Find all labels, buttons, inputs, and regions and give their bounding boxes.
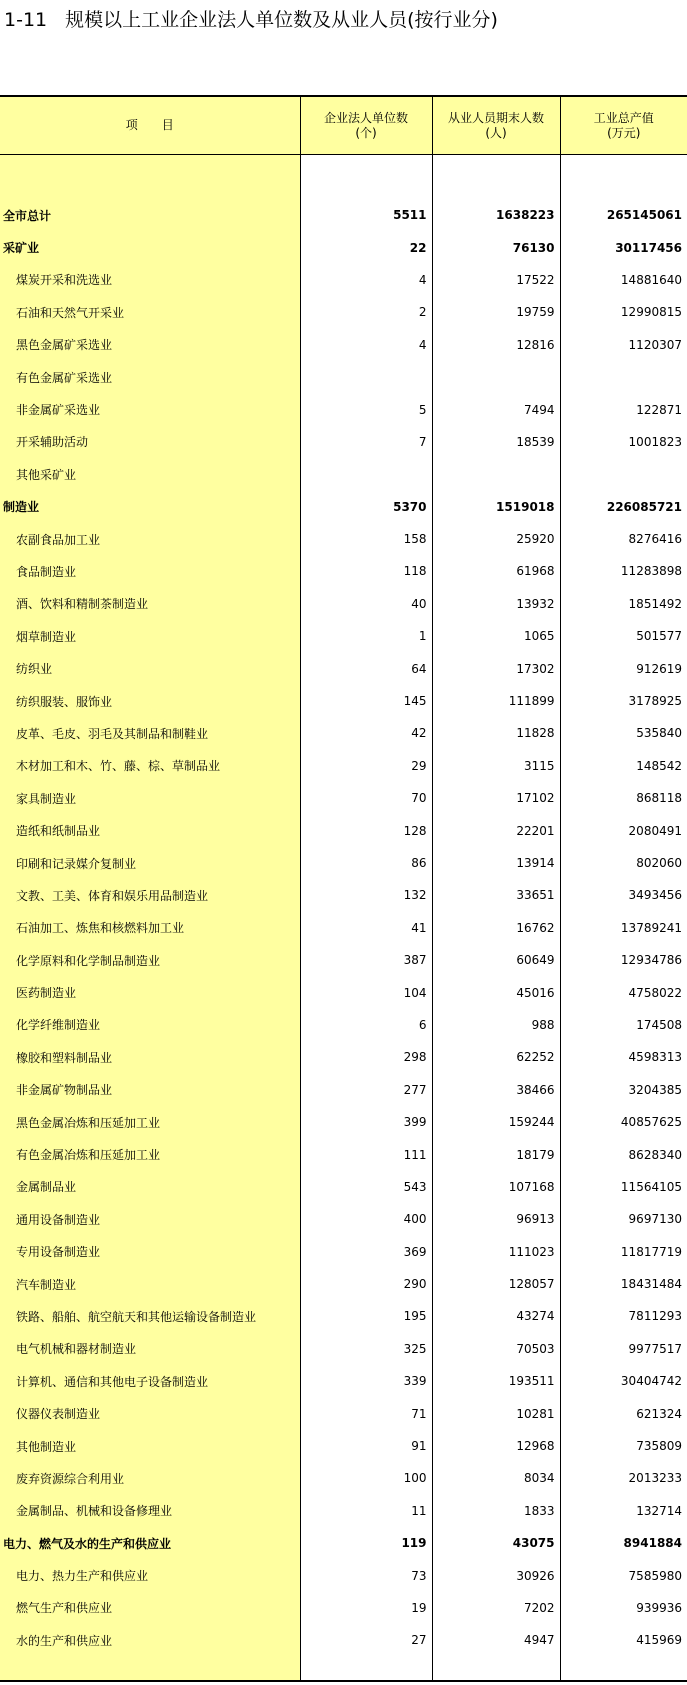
legal-units-cell: 22	[300, 231, 432, 263]
legal-units-cell: 70	[300, 782, 432, 814]
table-row-category	[0, 491, 687, 523]
table-row	[0, 717, 687, 749]
output-value-cell: 30404742	[620, 1374, 682, 1389]
employees-cell: 61968	[432, 555, 560, 587]
employees-cell: 62252	[432, 1041, 560, 1073]
industry-name-cell: 电力、燃气及水的生产和供应业	[0, 1527, 300, 1559]
table-row-category	[0, 231, 687, 263]
legal-units-cell: 399	[300, 1106, 432, 1138]
spacer-cell	[300, 1657, 432, 1681]
output-value-cell: 939936	[636, 1600, 682, 1615]
output-value-cell: 174508	[636, 1017, 682, 1032]
industry-name-cell: 木材加工和木、竹、藤、棕、草制品业	[0, 750, 300, 782]
table-row	[0, 296, 687, 328]
table-row	[0, 685, 687, 717]
output-value-cell: 8276416	[628, 532, 682, 547]
table-row	[0, 620, 687, 652]
column-header-label: 从业人员期末人数	[447, 110, 544, 125]
industry-name-cell: 汽车制造业	[0, 1268, 300, 1300]
industry-name-cell: 酒、饮料和精制茶制造业	[0, 588, 300, 620]
legal-units-cell: 290	[300, 1268, 432, 1300]
legal-units-cell: 128	[300, 814, 432, 846]
industry-name-cell: 烟草制造业	[0, 620, 300, 652]
industry-name-cell: 食品制造业	[0, 555, 300, 587]
employees-cell: 16762	[432, 912, 560, 944]
output-value-cell: 132714	[636, 1503, 682, 1518]
industry-name-cell: 医药制造业	[0, 976, 300, 1008]
legal-units-cell	[300, 458, 432, 490]
legal-units-cell: 73	[300, 1559, 432, 1591]
industry-name-cell: 非金属矿物制品业	[0, 1074, 300, 1106]
output-value-cell: 12934786	[620, 953, 682, 968]
output-value-cell: 7585980	[628, 1568, 682, 1583]
table-header-row	[0, 96, 687, 155]
output-value-cell: 3178925	[628, 694, 682, 709]
output-value-cell: 912619	[636, 661, 682, 676]
output-value-cell: 11564105	[620, 1179, 682, 1194]
legal-units-cell: 339	[300, 1365, 432, 1397]
employees-cell	[432, 361, 560, 393]
employees-cell: 128057	[432, 1268, 560, 1300]
industry-name-cell: 石油和天然气开采业	[0, 296, 300, 328]
employees-cell: 193511	[432, 1365, 560, 1397]
output-value-cell: 11817719	[620, 1244, 682, 1259]
legal-units-cell: 100	[300, 1462, 432, 1494]
legal-units-cell: 11	[300, 1495, 432, 1527]
legal-units-cell: 4	[300, 329, 432, 361]
legal-units-cell: 145	[300, 685, 432, 717]
output-value-cell: 7811293	[628, 1309, 682, 1324]
employees-cell: 10281	[432, 1397, 560, 1429]
output-value-cell: 8941884	[623, 1536, 682, 1551]
table-row	[0, 1041, 687, 1073]
employees-cell: 12968	[432, 1430, 560, 1462]
table-row	[0, 1300, 687, 1332]
industry-name-cell: 金属制品业	[0, 1171, 300, 1203]
industry-name-cell: 非金属矿采选业	[0, 393, 300, 425]
industry-name-cell: 开采辅助活动	[0, 426, 300, 458]
output-value-cell: 14881640	[620, 272, 682, 287]
legal-units-cell: 118	[300, 555, 432, 587]
industry-name-cell: 纺织业	[0, 652, 300, 684]
employees-cell: 25920	[432, 523, 560, 555]
output-value-cell: 1001823	[628, 434, 682, 449]
employees-cell: 30926	[432, 1559, 560, 1591]
output-value-cell: 13789241	[620, 920, 682, 935]
legal-units-cell: 27	[300, 1624, 432, 1656]
employees-cell: 76130	[432, 231, 560, 263]
table-row	[0, 1397, 687, 1429]
employees-cell: 1638223	[432, 199, 560, 231]
employees-cell: 8034	[432, 1462, 560, 1494]
industry-name-cell: 金属制品、机械和设备修理业	[0, 1495, 300, 1527]
output-value-cell: 621324	[636, 1406, 682, 1421]
industry-name-cell: 石油加工、炼焦和核燃料加工业	[0, 912, 300, 944]
spacer-cell	[432, 155, 560, 200]
legal-units-cell: 86	[300, 847, 432, 879]
employees-cell: 45016	[432, 976, 560, 1008]
table-row	[0, 1333, 687, 1365]
table-row	[0, 1009, 687, 1041]
legal-units-cell: 64	[300, 652, 432, 684]
legal-units-cell: 40	[300, 588, 432, 620]
spacer-cell	[0, 1657, 300, 1681]
output-value-cell: 9697130	[628, 1212, 682, 1227]
legal-units-cell	[300, 361, 432, 393]
legal-units-cell: 543	[300, 1171, 432, 1203]
spacer-cell	[0, 155, 300, 200]
employees-cell: 70503	[432, 1333, 560, 1365]
employees-cell: 33651	[432, 879, 560, 911]
employees-cell: 11828	[432, 717, 560, 749]
employees-cell: 7202	[432, 1592, 560, 1624]
legal-units-cell: 5511	[300, 199, 432, 231]
employees-cell: 159244	[432, 1106, 560, 1138]
legal-units-cell: 29	[300, 750, 432, 782]
legal-units-cell: 5	[300, 393, 432, 425]
output-value-cell: 265145061	[606, 208, 682, 223]
output-value-cell: 3204385	[628, 1082, 682, 1097]
output-value-cell: 415969	[636, 1633, 682, 1648]
output-value-cell: 40857625	[620, 1115, 682, 1130]
table-row	[0, 1495, 687, 1527]
legal-units-cell: 42	[300, 717, 432, 749]
spacer-cell	[432, 1657, 560, 1681]
industry-name-cell: 电力、热力生产和供应业	[0, 1559, 300, 1591]
industry-name-cell: 电气机械和器材制造业	[0, 1333, 300, 1365]
industry-name-cell: 专用设备制造业	[0, 1236, 300, 1268]
table-row	[0, 1171, 687, 1203]
column-header-units	[300, 96, 432, 155]
legal-units-cell: 132	[300, 879, 432, 911]
legal-units-cell: 119	[300, 1527, 432, 1559]
employees-cell: 111899	[432, 685, 560, 717]
output-value-cell: 8628340	[628, 1147, 682, 1162]
legal-units-cell: 19	[300, 1592, 432, 1624]
output-value-cell: 3493456	[628, 888, 682, 903]
industry-name-cell: 造纸和纸制品业	[0, 814, 300, 846]
output-value-cell: 1851492	[628, 596, 682, 611]
table-row	[0, 264, 687, 296]
table-spacer-row	[0, 155, 687, 200]
output-value-cell: 148542	[636, 758, 682, 773]
output-value-cell: 30117456	[615, 240, 682, 255]
output-value-cell: 868118	[636, 791, 682, 806]
industry-name-cell: 燃气生产和供应业	[0, 1592, 300, 1624]
table-row	[0, 847, 687, 879]
table-row	[0, 1624, 687, 1656]
employees-cell: 17102	[432, 782, 560, 814]
employees-cell: 12816	[432, 329, 560, 361]
employees-cell: 7494	[432, 393, 560, 425]
table-row	[0, 555, 687, 587]
table-row	[0, 361, 687, 393]
output-value-cell: 501577	[636, 629, 682, 644]
table-row	[0, 458, 687, 490]
spacer-cell	[300, 155, 432, 200]
employees-cell: 17302	[432, 652, 560, 684]
legal-units-cell: 277	[300, 1074, 432, 1106]
legal-units-cell: 91	[300, 1430, 432, 1462]
industry-name-cell: 皮革、毛皮、羽毛及其制品和制鞋业	[0, 717, 300, 749]
legal-units-cell: 298	[300, 1041, 432, 1073]
table-row	[0, 814, 687, 846]
table-row	[0, 1236, 687, 1268]
column-header-unit: (人)	[485, 125, 507, 140]
industry-name-cell: 家具制造业	[0, 782, 300, 814]
table-row	[0, 1106, 687, 1138]
employees-cell: 18539	[432, 426, 560, 458]
industry-name-cell: 铁路、船舶、航空航天和其他运输设备制造业	[0, 1300, 300, 1332]
legal-units-cell: 325	[300, 1333, 432, 1365]
employees-cell: 3115	[432, 750, 560, 782]
employees-cell: 4947	[432, 1624, 560, 1656]
output-value-cell: 11283898	[620, 564, 682, 579]
industry-name-cell: 通用设备制造业	[0, 1203, 300, 1235]
industry-name-cell: 有色金属矿采选业	[0, 361, 300, 393]
industry-name-cell: 黑色金属矿采选业	[0, 329, 300, 361]
table-end-row	[0, 1657, 687, 1681]
employees-cell: 1065	[432, 620, 560, 652]
table-row	[0, 393, 687, 425]
industry-name-cell: 化学纤维制造业	[0, 1009, 300, 1041]
industry-name-cell: 化学原料和化学制品制造业	[0, 944, 300, 976]
table-row-category	[0, 199, 687, 231]
industry-name-cell: 采矿业	[0, 231, 300, 263]
employees-cell: 43075	[432, 1527, 560, 1559]
column-header-unit: (个)	[355, 125, 377, 140]
industry-name-cell: 文教、工美、体育和娱乐用品制造业	[0, 879, 300, 911]
table-row	[0, 523, 687, 555]
employees-cell: 13914	[432, 847, 560, 879]
legal-units-cell: 41	[300, 912, 432, 944]
employees-cell	[432, 458, 560, 490]
output-value-cell: 2080491	[628, 823, 682, 838]
column-header-output	[560, 96, 687, 155]
table-row	[0, 1559, 687, 1591]
legal-units-cell: 1	[300, 620, 432, 652]
legal-units-cell: 158	[300, 523, 432, 555]
table-row	[0, 1462, 687, 1494]
output-value-cell: 12990815	[620, 305, 682, 320]
employees-cell: 19759	[432, 296, 560, 328]
output-value-cell	[560, 361, 687, 393]
industry-name-cell: 废弃资源综合利用业	[0, 1462, 300, 1494]
column-header-employees	[432, 96, 560, 155]
output-value-cell: 735809	[636, 1439, 682, 1454]
legal-units-cell: 400	[300, 1203, 432, 1235]
employees-cell: 96913	[432, 1203, 560, 1235]
industry-statistics-table	[0, 95, 687, 1682]
output-value-cell: 9977517	[628, 1341, 682, 1356]
industry-name-cell: 有色金属冶炼和压延加工业	[0, 1138, 300, 1170]
industry-name-cell: 仪器仪表制造业	[0, 1397, 300, 1429]
legal-units-cell: 6	[300, 1009, 432, 1041]
table-title: 规模以上工业企业法人单位数及从业人员(按行业分)	[65, 9, 498, 31]
table-row	[0, 1074, 687, 1106]
employees-cell: 22201	[432, 814, 560, 846]
legal-units-cell: 7	[300, 426, 432, 458]
table-row	[0, 426, 687, 458]
output-value-cell: 18431484	[620, 1277, 682, 1292]
employees-cell: 38466	[432, 1074, 560, 1106]
industry-name-cell: 全市总计	[0, 199, 300, 231]
industry-name-cell: 其他采矿业	[0, 458, 300, 490]
industry-name-cell: 煤炭开采和洗选业	[0, 264, 300, 296]
industry-name-cell: 橡胶和塑料制品业	[0, 1041, 300, 1073]
industry-name-cell: 水的生产和供应业	[0, 1624, 300, 1656]
table-row	[0, 1592, 687, 1624]
output-value-cell: 4758022	[628, 985, 682, 1000]
employees-cell: 988	[432, 1009, 560, 1041]
output-value-cell: 122871	[636, 402, 682, 417]
legal-units-cell: 387	[300, 944, 432, 976]
table-row	[0, 912, 687, 944]
industry-name-cell: 制造业	[0, 491, 300, 523]
table-row	[0, 588, 687, 620]
output-value-cell	[560, 458, 687, 490]
legal-units-cell: 111	[300, 1138, 432, 1170]
page-title	[4, 6, 498, 34]
column-header-unit: (万元)	[607, 125, 641, 140]
employees-cell: 107168	[432, 1171, 560, 1203]
output-value-cell: 1120307	[628, 337, 682, 352]
legal-units-cell: 195	[300, 1300, 432, 1332]
industry-name-cell: 印刷和记录媒介复制业	[0, 847, 300, 879]
employees-cell: 43274	[432, 1300, 560, 1332]
table-row	[0, 1365, 687, 1397]
table-row	[0, 944, 687, 976]
output-value-cell: 226085721	[606, 499, 682, 514]
table-row	[0, 652, 687, 684]
employees-cell: 13932	[432, 588, 560, 620]
industry-name-cell: 黑色金属冶炼和压延加工业	[0, 1106, 300, 1138]
legal-units-cell: 2	[300, 296, 432, 328]
employees-cell: 1519018	[432, 491, 560, 523]
spacer-cell	[560, 1657, 687, 1681]
table-row	[0, 329, 687, 361]
employees-cell: 18179	[432, 1138, 560, 1170]
table-row	[0, 879, 687, 911]
legal-units-cell: 369	[300, 1236, 432, 1268]
output-value-cell: 535840	[636, 726, 682, 741]
output-value-cell: 802060	[636, 856, 682, 870]
table-row	[0, 1268, 687, 1300]
table-row-category	[0, 1527, 687, 1559]
legal-units-cell: 104	[300, 976, 432, 1008]
table-row	[0, 976, 687, 1008]
output-value-cell: 4598313	[628, 1050, 682, 1065]
table-body	[0, 155, 687, 1681]
legal-units-cell: 5370	[300, 491, 432, 523]
legal-units-cell: 71	[300, 1397, 432, 1429]
legal-units-cell: 4	[300, 264, 432, 296]
table-row	[0, 1203, 687, 1235]
column-header-item	[0, 96, 300, 155]
industry-name-cell: 其他制造业	[0, 1430, 300, 1462]
table-row	[0, 1138, 687, 1170]
industry-name-cell: 纺织服装、服饰业	[0, 685, 300, 717]
table-number: 1-11	[4, 9, 48, 31]
employees-cell: 1833	[432, 1495, 560, 1527]
column-header-label: 工业总产值	[593, 110, 654, 125]
industry-name-cell: 农副食品加工业	[0, 523, 300, 555]
output-value-cell: 2013233	[628, 1471, 682, 1486]
spacer-cell	[560, 155, 687, 200]
table-row	[0, 1430, 687, 1462]
table-row	[0, 782, 687, 814]
table-row	[0, 750, 687, 782]
column-header-label: 企业法人单位数	[323, 110, 408, 125]
employees-cell: 111023	[432, 1236, 560, 1268]
employees-cell: 17522	[432, 264, 560, 296]
column-header-label: 项 目	[125, 118, 174, 132]
employees-cell: 60649	[432, 944, 560, 976]
industry-name-cell: 计算机、通信和其他电子设备制造业	[0, 1365, 300, 1397]
